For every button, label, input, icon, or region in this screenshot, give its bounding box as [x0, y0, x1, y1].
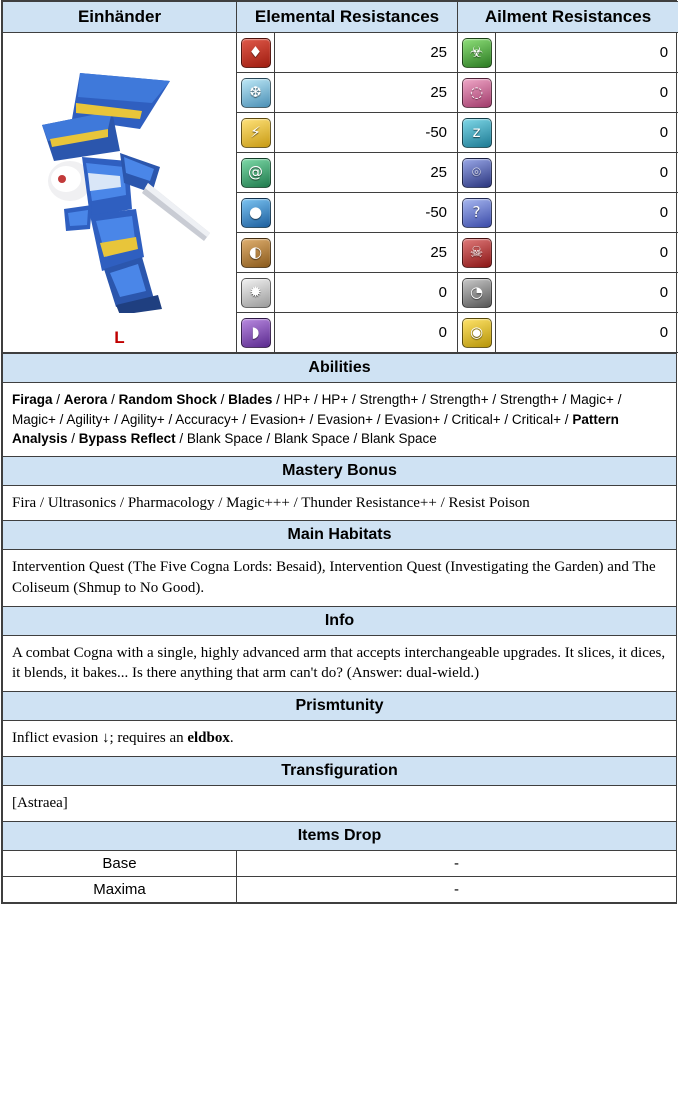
ailment-icon-5 [458, 233, 496, 273]
items-drop-value-base: - [237, 850, 677, 876]
ability-item: Accuracy+ [175, 411, 239, 427]
ability-separator: / [164, 411, 176, 427]
ability-separator: / [305, 411, 318, 427]
ability-item: Bypass Reflect [78, 431, 176, 447]
resistance-row [3, 33, 678, 73]
ailment-value-5: 0 [496, 233, 678, 273]
elemental-icon-0 [237, 33, 275, 73]
elemental-icon-1 [237, 73, 275, 113]
ability-item: Random Shock [118, 392, 217, 407]
ailment-value-6: 0 [496, 273, 678, 313]
transfiguration-text: [Astraea] [3, 785, 677, 821]
ability-separator: / [52, 392, 64, 407]
ailment-value-0: 0 [496, 33, 678, 73]
abilities-header-row [3, 354, 677, 383]
elemental-value-3: 25 [275, 153, 458, 193]
elemental-icon-5 [237, 233, 275, 273]
charm-icon: ? [462, 198, 492, 228]
items-drop-value-maxima: - [237, 876, 677, 902]
doom-icon: ☠ [462, 238, 492, 268]
ability-item: Magic+ [570, 392, 614, 407]
ailment-icon-4 [458, 193, 496, 233]
confuse-icon: ⌾ [462, 158, 492, 188]
ice-icon: ❆ [241, 78, 271, 108]
silence-icon: ◌ [462, 78, 492, 108]
ability-separator: / [561, 411, 573, 427]
main-habitats-text: Intervention Quest (The Five Cogna Lords: Besaid), Intervention Quest (Investigating the Garden) and The Coliseum (Shmup to No Good). [3, 550, 677, 606]
ability-item: Agility+ [66, 411, 111, 427]
ability-separator: / [373, 411, 385, 427]
ability-item: HP+ [283, 392, 311, 407]
ability-item: Critical+ [451, 411, 501, 427]
ability-separator: / [238, 411, 250, 427]
elemental-value-1: 25 [275, 73, 458, 113]
ability-separator: / [488, 392, 500, 407]
ability-item: Strength+ [359, 392, 419, 407]
ability-separator: / [107, 392, 119, 407]
ailment-icon-3 [458, 153, 496, 193]
light-icon: ✹ [241, 278, 271, 308]
info-text: A combat Cogna with a single, highly advanced arm that accepts interchangeable upgrades. It slices, it dices, it blends, it bakes... Is there anything that arm can't do? (Answer: dual-wield.) [3, 635, 677, 691]
elemental-value-2: -50 [275, 113, 458, 153]
mastery-bonus-title: Mastery Bonus [3, 456, 677, 485]
elemental-value-6: 0 [275, 273, 458, 313]
ailment-icon-2 [458, 113, 496, 153]
info-title: Info [3, 606, 677, 635]
ability-item: Blades [228, 392, 273, 407]
transfiguration-row [3, 785, 677, 821]
items-drop-label-base: Base [3, 850, 237, 876]
elemental-value-5: 25 [275, 233, 458, 273]
abilities-row [3, 383, 677, 457]
elemental-icon-2 [237, 113, 275, 153]
ability-separator: / [613, 392, 622, 407]
prismtunity-header-row [3, 692, 677, 721]
ability-item: Pattern Analysis [12, 411, 619, 447]
prismtunity-title: Prismtunity [3, 692, 677, 721]
ability-separator: / [440, 411, 452, 427]
elemental-resistances-title: Elemental Resistances [237, 2, 458, 33]
ailment-icon-7 [458, 313, 496, 353]
elemental-icon-7 [237, 313, 275, 353]
slow-icon: ◉ [462, 318, 492, 348]
ailment-icon-6 [458, 273, 496, 313]
ability-item: Aerora [63, 392, 108, 407]
ability-item: Evasion+ [317, 411, 374, 427]
ability-item: Blank Space [273, 431, 350, 447]
sections-table [2, 353, 677, 903]
prismtunity-text-after: . [229, 730, 234, 747]
transfiguration-header-row [3, 756, 677, 785]
dark-icon: ◗ [241, 318, 271, 348]
habitats-header-row [3, 521, 677, 550]
ability-item: Strength+ [499, 392, 559, 407]
prismtunity-text-before: Inflict evasion ↓; requires an [12, 730, 188, 747]
monster-name: Einhänder [3, 2, 237, 33]
items-drop-row [3, 876, 677, 902]
ability-item: Evasion+ [384, 411, 441, 427]
prismtunity-keyword: eldbox [187, 730, 230, 747]
ailment-value-3: 0 [496, 153, 678, 193]
ailment-icon-1 [458, 73, 496, 113]
prismtunity-row [3, 721, 677, 757]
elemental-icon-3 [237, 153, 275, 193]
prismtunity-text [3, 721, 677, 757]
abilities-list [3, 383, 677, 457]
ability-separator: / [67, 431, 79, 447]
monster-portrait [3, 33, 237, 353]
ability-item: Blank Space [186, 431, 263, 447]
ailment-value-7: 0 [496, 313, 678, 353]
ailment-icon-0 [458, 33, 496, 73]
mastery-bonus-text: Fira / Ultrasonics / Pharmacology / Magic+++ / Thunder Resistance++ / Resist Poison [3, 485, 677, 521]
elemental-icon-6 [237, 273, 275, 313]
ability-item: Evasion+ [249, 411, 306, 427]
habitats-row [3, 550, 677, 606]
abilities-title: Abilities [3, 354, 677, 383]
ailment-value-4: 0 [496, 193, 678, 233]
ability-separator: / [262, 431, 274, 447]
ability-item: Agility+ [120, 411, 165, 427]
items-drop-title: Items Drop [3, 821, 677, 850]
mastery-row [3, 485, 677, 521]
ability-item: Critical+ [511, 411, 562, 427]
fire-icon: ♦ [241, 38, 271, 68]
top-table [2, 1, 678, 353]
items-drop-header-row [3, 821, 677, 850]
elemental-icon-4 [237, 193, 275, 233]
monster-info-sheet [1, 0, 677, 904]
poison-icon: ☣ [462, 38, 492, 68]
ability-item: HP+ [321, 392, 349, 407]
elemental-value-7: 0 [275, 313, 458, 353]
mastery-header-row [3, 456, 677, 485]
stop-icon: ◔ [462, 278, 492, 308]
titles-row [3, 2, 678, 33]
ability-separator: / [500, 411, 512, 427]
ability-separator: / [175, 431, 187, 447]
ability-separator: / [558, 392, 571, 407]
elemental-value-4: -50 [275, 193, 458, 233]
info-row [3, 635, 677, 691]
rank-letter: L [114, 328, 125, 347]
ability-separator: / [348, 392, 360, 407]
ability-separator: / [110, 411, 121, 427]
mech-illustration [20, 33, 220, 313]
items-drop-label-maxima: Maxima [3, 876, 237, 902]
transfiguration-title: Transfiguration [3, 756, 677, 785]
ability-separator: / [216, 392, 229, 407]
elemental-value-0: 25 [275, 33, 458, 73]
ability-separator: / [272, 392, 284, 407]
ability-separator: / [418, 392, 430, 407]
ability-separator: / [349, 431, 362, 447]
sleep-icon: z [462, 118, 492, 148]
thunder-icon: ⚡ [241, 118, 271, 148]
ability-separator: / [310, 392, 322, 407]
ability-separator: / [55, 411, 67, 427]
wind-icon: @ [241, 158, 271, 188]
main-habitats-title: Main Habitats [3, 521, 677, 550]
ailment-value-2: 0 [496, 113, 678, 153]
earth-icon: ◐ [241, 238, 271, 268]
ailment-value-1: 0 [496, 73, 678, 113]
ability-item: Magic+ [12, 411, 56, 427]
ability-item: Blank Space [361, 431, 437, 447]
items-drop-row [3, 850, 677, 876]
ailment-resistances-title: Ailment Resistances [458, 2, 678, 33]
water-icon: ● [241, 198, 271, 228]
ability-item: Firaga [12, 392, 53, 407]
ability-item: Strength+ [429, 392, 489, 407]
info-header-row [3, 606, 677, 635]
